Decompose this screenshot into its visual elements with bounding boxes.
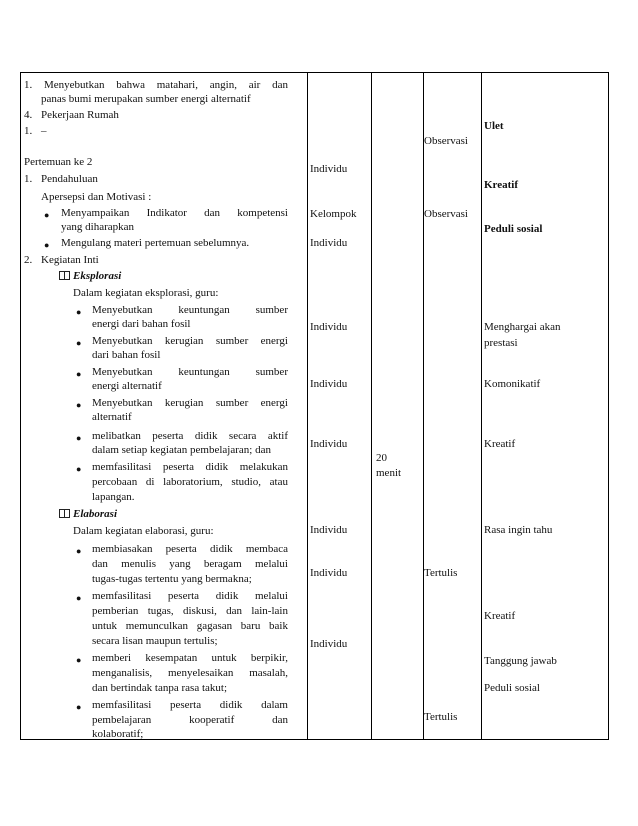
justified-line: Menyebutkan kerugian sumber energi — [92, 335, 288, 347]
text-line: Apersepsi dan Motivasi : — [41, 191, 152, 203]
text-line: Kegiatan Inti — [41, 254, 99, 266]
justified-line: untuk memunculkan gagasan baru baik — [92, 620, 288, 632]
justified-line: Menyampaikan Indikator dan kompetensi — [61, 207, 288, 219]
text-line: energi dari bahan fosil — [92, 318, 191, 330]
text-line: Dalam kegiatan eksplorasi, guru: — [73, 287, 219, 299]
text-line: Pekerjaan Rumah — [41, 109, 119, 121]
character-value: Rasa ingin tahu — [484, 524, 553, 536]
list-number: 2. — [24, 254, 33, 266]
assessment-label: Observasi — [424, 208, 468, 220]
text-line: kolaboratif; — [92, 728, 144, 740]
justified-line: memberi kesempatan untuk berpikir, — [92, 652, 288, 664]
grouping-label: Individu — [310, 378, 348, 390]
text-line: dari bahan fosil — [92, 349, 161, 361]
text-line: Pendahuluan — [41, 173, 98, 185]
bullet-icon: ● — [76, 546, 82, 556]
grouping-label: Individu — [310, 638, 348, 650]
bullet-icon: ● — [76, 655, 82, 665]
bullet-icon: ● — [76, 464, 82, 474]
character-value: Kreatif — [484, 438, 516, 450]
grouping-label: Individu — [310, 163, 348, 175]
text-line: dalam setiap kegiatan pembelajaran; dan — [92, 444, 271, 456]
grouping-label: Individu — [310, 321, 348, 333]
assessment-label: Tertulis — [424, 711, 458, 723]
text-line: Dalam kegiatan elaborasi, guru: — [73, 525, 214, 537]
justified-line: pembelajaran kooperatif dan — [92, 714, 288, 726]
grouping-label: Individu — [310, 567, 348, 579]
bullet-icon: ● — [44, 240, 50, 250]
justified-line: Menyebutkan kerugian sumber energi — [92, 397, 288, 409]
text-line: lapangan. — [92, 491, 135, 503]
text-line: dan bertindak tanpa rasa takut; — [92, 682, 228, 694]
bullet-icon: ● — [76, 369, 82, 379]
time-value: 20 — [376, 452, 387, 464]
book-icon — [59, 509, 70, 518]
text-line: yang diharapkan — [61, 221, 134, 233]
grouping-label: Kelompok — [310, 208, 357, 220]
text-line: energi alternatif — [92, 380, 162, 392]
character-value: Komonikatif — [484, 378, 541, 390]
text-line: panas bumi merupakan sumber energi alternatif — [41, 93, 251, 105]
bullet-icon: ● — [76, 400, 82, 410]
list-number: 4. — [24, 109, 33, 121]
assessment-label: Observasi — [424, 135, 468, 147]
list-number: 1. — [24, 125, 33, 137]
text-line: tugas-tugas tertentu yang bermakna; — [92, 573, 252, 585]
time-unit: menit — [376, 467, 402, 479]
character-value: Kreatif — [484, 610, 516, 622]
eksplorasi-heading: Eksplorasi — [59, 269, 121, 283]
justified-line: membiasakan peserta didik membaca — [92, 543, 288, 555]
column-divider — [423, 73, 424, 739]
book-icon — [59, 271, 70, 280]
justified-line: dan menulis yang beragam melalui — [92, 558, 288, 570]
character-value: prestasi — [484, 337, 518, 349]
justified-line: memfasilitasi peserta didik melakukan — [92, 461, 288, 473]
list-number: 1. — [24, 173, 33, 185]
character-value: Menghargai akan — [484, 321, 561, 333]
bullet-icon: ● — [76, 338, 82, 348]
character-value: Tanggung jawab — [484, 655, 557, 667]
justified-line: Menyebutkan keuntungan sumber — [92, 304, 288, 316]
column-divider — [371, 73, 372, 739]
justified-line: memfasilitasi peserta didik melalui — [92, 590, 288, 602]
section-heading: Pertemuan ke 2 — [24, 156, 93, 168]
text-line: secara lisan maupun tertulis; — [92, 635, 218, 647]
justified-line: melibatkan peserta didik secara aktif — [92, 430, 288, 442]
text-line: – — [41, 125, 47, 137]
grouping-label: Individu — [310, 237, 348, 249]
character-value: Peduli sosial — [484, 223, 543, 235]
assessment-label: Tertulis — [424, 567, 458, 579]
bullet-icon: ● — [76, 593, 82, 603]
justified-line: memfasilitasi peserta didik dalam — [92, 699, 288, 711]
grouping-label: Individu — [310, 524, 348, 536]
character-value: Kreatif — [484, 179, 519, 191]
justified-line: Menyebutkan keuntungan sumber — [92, 366, 288, 378]
text-line: Mengulang materi pertemuan sebelumnya. — [61, 237, 250, 249]
justified-line: pemberian tugas, diskusi, dan lain-lain — [92, 605, 288, 617]
column-divider — [307, 73, 308, 739]
character-value: Ulet — [484, 120, 504, 132]
bullet-icon: ● — [44, 210, 50, 220]
grouping-label: Individu — [310, 438, 348, 450]
bullet-icon: ● — [76, 433, 82, 443]
bullet-icon: ● — [76, 702, 82, 712]
justified-line: menganalisis, menyelesaikan masalah, — [92, 667, 288, 679]
justified-line: 1. Menyebutkan bahwa matahari, angin, air dan — [24, 79, 288, 91]
bullet-icon: ● — [76, 307, 82, 317]
text-line: alternatif — [92, 411, 132, 423]
column-divider — [481, 73, 482, 739]
elaborasi-heading: Elaborasi — [59, 507, 117, 521]
justified-line: percobaan di laboratorium, studio, atau — [92, 476, 288, 488]
character-value: Peduli sosial — [484, 682, 540, 694]
